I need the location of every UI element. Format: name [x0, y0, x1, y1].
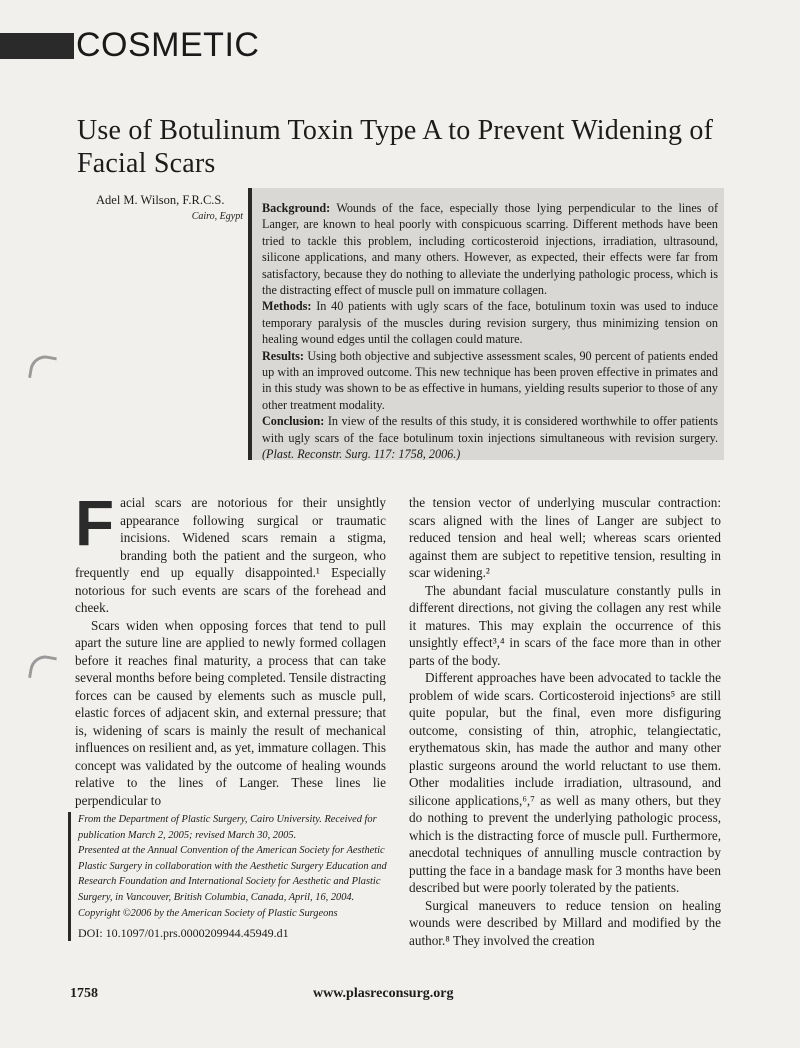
body-column-right — [409, 494, 721, 949]
footnote-doi: DOI: 10.1097/01.prs.0000209944.45949.d1 — [78, 926, 289, 941]
methods-text: In 40 patients with ugly scars of the face, botulinum toxin was used to induce temporary paralysis of the muscles during revision surgery, thus minimizing tension on healing wound edges until the collagen could mature. — [262, 299, 718, 347]
conclusion-text: In view of the results of this study, it is considered worthwhile to offer patients with ugly scars of the face botulinum toxin injections simultaneous with revision surgery. — [262, 414, 718, 445]
body-paragraph — [75, 487, 386, 617]
body-paragraph: Surgical maneuvers to reduce tension on healing wounds were described by Millard and modified by the author.⁸ They involved the creation — [409, 897, 721, 948]
paragraph-text: acial scars are notorious for their unsightly appearance following surgical or traumatic incisions. Widened scars remain a stigma, branding both the patient and the surgeon, who frequently end up equally disappointed.¹ Especially notorious for such events are scars of the forehead and cheek. — [75, 495, 386, 615]
body-paragraph: Scars widen when opposing forces that tend to pull apart the suture line are applied to newly formed collagen before it reaches final maturity, a process that can take several months before being completed. Tensile distracting forces can be caused by elements such as muscle pull, elastic forces of adjacent skin, and external pressure; that is, widening of scars is mainly the result of mechanical influences on resilient and, as yet, immature collagen. This concept was validated by the outcome of healing wounds relative to the lines of Langer. These lines lie perpendicular to — [75, 617, 386, 808]
footnote-box — [68, 812, 390, 941]
section-label: COSMETIC — [76, 26, 260, 64]
footnote-presented: Presented at the Annual Convention of the American Society for Aesthetic Plastic Surgery in collaboration with the Aesthetic Surgery Education and Research Foundation and International Society for Aesthetic and Plastic Surgery, in Vancouver, British Columbia, Canada, April, 16, 2004. — [78, 845, 387, 903]
article-title: Use of Botulinum Toxin Type A to Prevent Widening of Facial Scars — [77, 115, 714, 179]
binder-hole-mark — [28, 653, 57, 682]
abstract-conclusion — [262, 413, 718, 462]
background-text: Wounds of the face, especially those lying perpendicular to the lines of Langer, are known to heal poorly with conspicuous scarring. Different methods have been tried to tackle this problem, including corticosteroid injections, irradiation, ultrasound, silicone applications, and many others. However, as expected, their effects were far from satisfactory, because they do nothing to alleviate the underlying pathologic process, which is the distracting effect of muscle pull on immature collagen. — [262, 201, 719, 298]
author-affiliation: Cairo, Egypt — [191, 211, 243, 222]
author-name: Adel M. Wilson, F.R.C.S. — [96, 193, 225, 207]
footnote-department: From the Department of Plastic Surgery, Cairo University. Received for publication March 2, 2005; revised March 30, 2005. — [78, 814, 377, 841]
results-text: Using both objective and subjective assessment scales, 90 percent of patients ended up with an improved outcome. This new technique has been proven effective in primates and in this study was shown to be as effective in humans, yielding results superior to those of any other treatment modality. — [262, 348, 718, 412]
body-column-left — [75, 487, 386, 809]
page-number: 1758 — [70, 986, 98, 1001]
binder-hole-mark — [28, 353, 57, 382]
footnote-copyright: Copyright ©2006 by the American Society of Plastic Surgeons — [78, 907, 338, 919]
results-label: Results: — [262, 348, 304, 363]
section-bar — [0, 33, 74, 59]
background-label: Background: — [262, 201, 331, 215]
body-paragraph: the tension vector of underlying muscular contraction: scars aligned with the lines of Langer are subject to reduced tension and heal well; whereas scars oriented against them are subject to repetitive tension, resulting in scar widening.² — [409, 495, 721, 580]
abstract-box — [248, 188, 724, 460]
journal-url: www.plasreconsurg.org — [313, 986, 454, 1001]
citation: (Plast. Reconstr. Surg. 117: 1758, 2006.) — [262, 447, 461, 462]
drop-cap: F — [75, 487, 115, 559]
body-paragraph: The abundant facial musculature constantly pulls in different directions, not giving the collagen any rest while it matures. This may explain the occurrence of this unsightly effect³,⁴ in scars of the face more than in other parts of the body. — [409, 582, 721, 668]
conclusion-label: Conclusion: — [262, 414, 325, 429]
abstract-methods — [262, 298, 718, 347]
methods-label: Methods: — [262, 299, 312, 314]
body-paragraph: Different approaches have been advocated to tackle the problem of wide scars. Corticosteroid injections⁵ are still quite popular, but the final, even more disfiguring outcome, consisting of thin, atrophic, telangiectatic, erythematous skin, has made the author and many other plastic surgeons around the world reluctant to use them. Other modalities include irradiation, ultrasound, and silicone applications,⁶,⁷ as well as many others, but they do nothing to prevent the underlying pathologic process, which is the distracting force of muscle pull. Furthermore, anecdotal techniques of annulling muscle contraction by putting the face in a bandage mask for 3 months have been described but were poorly tolerated by the patients. — [409, 670, 721, 895]
abstract-results — [262, 348, 718, 414]
abstract-background — [262, 200, 718, 298]
